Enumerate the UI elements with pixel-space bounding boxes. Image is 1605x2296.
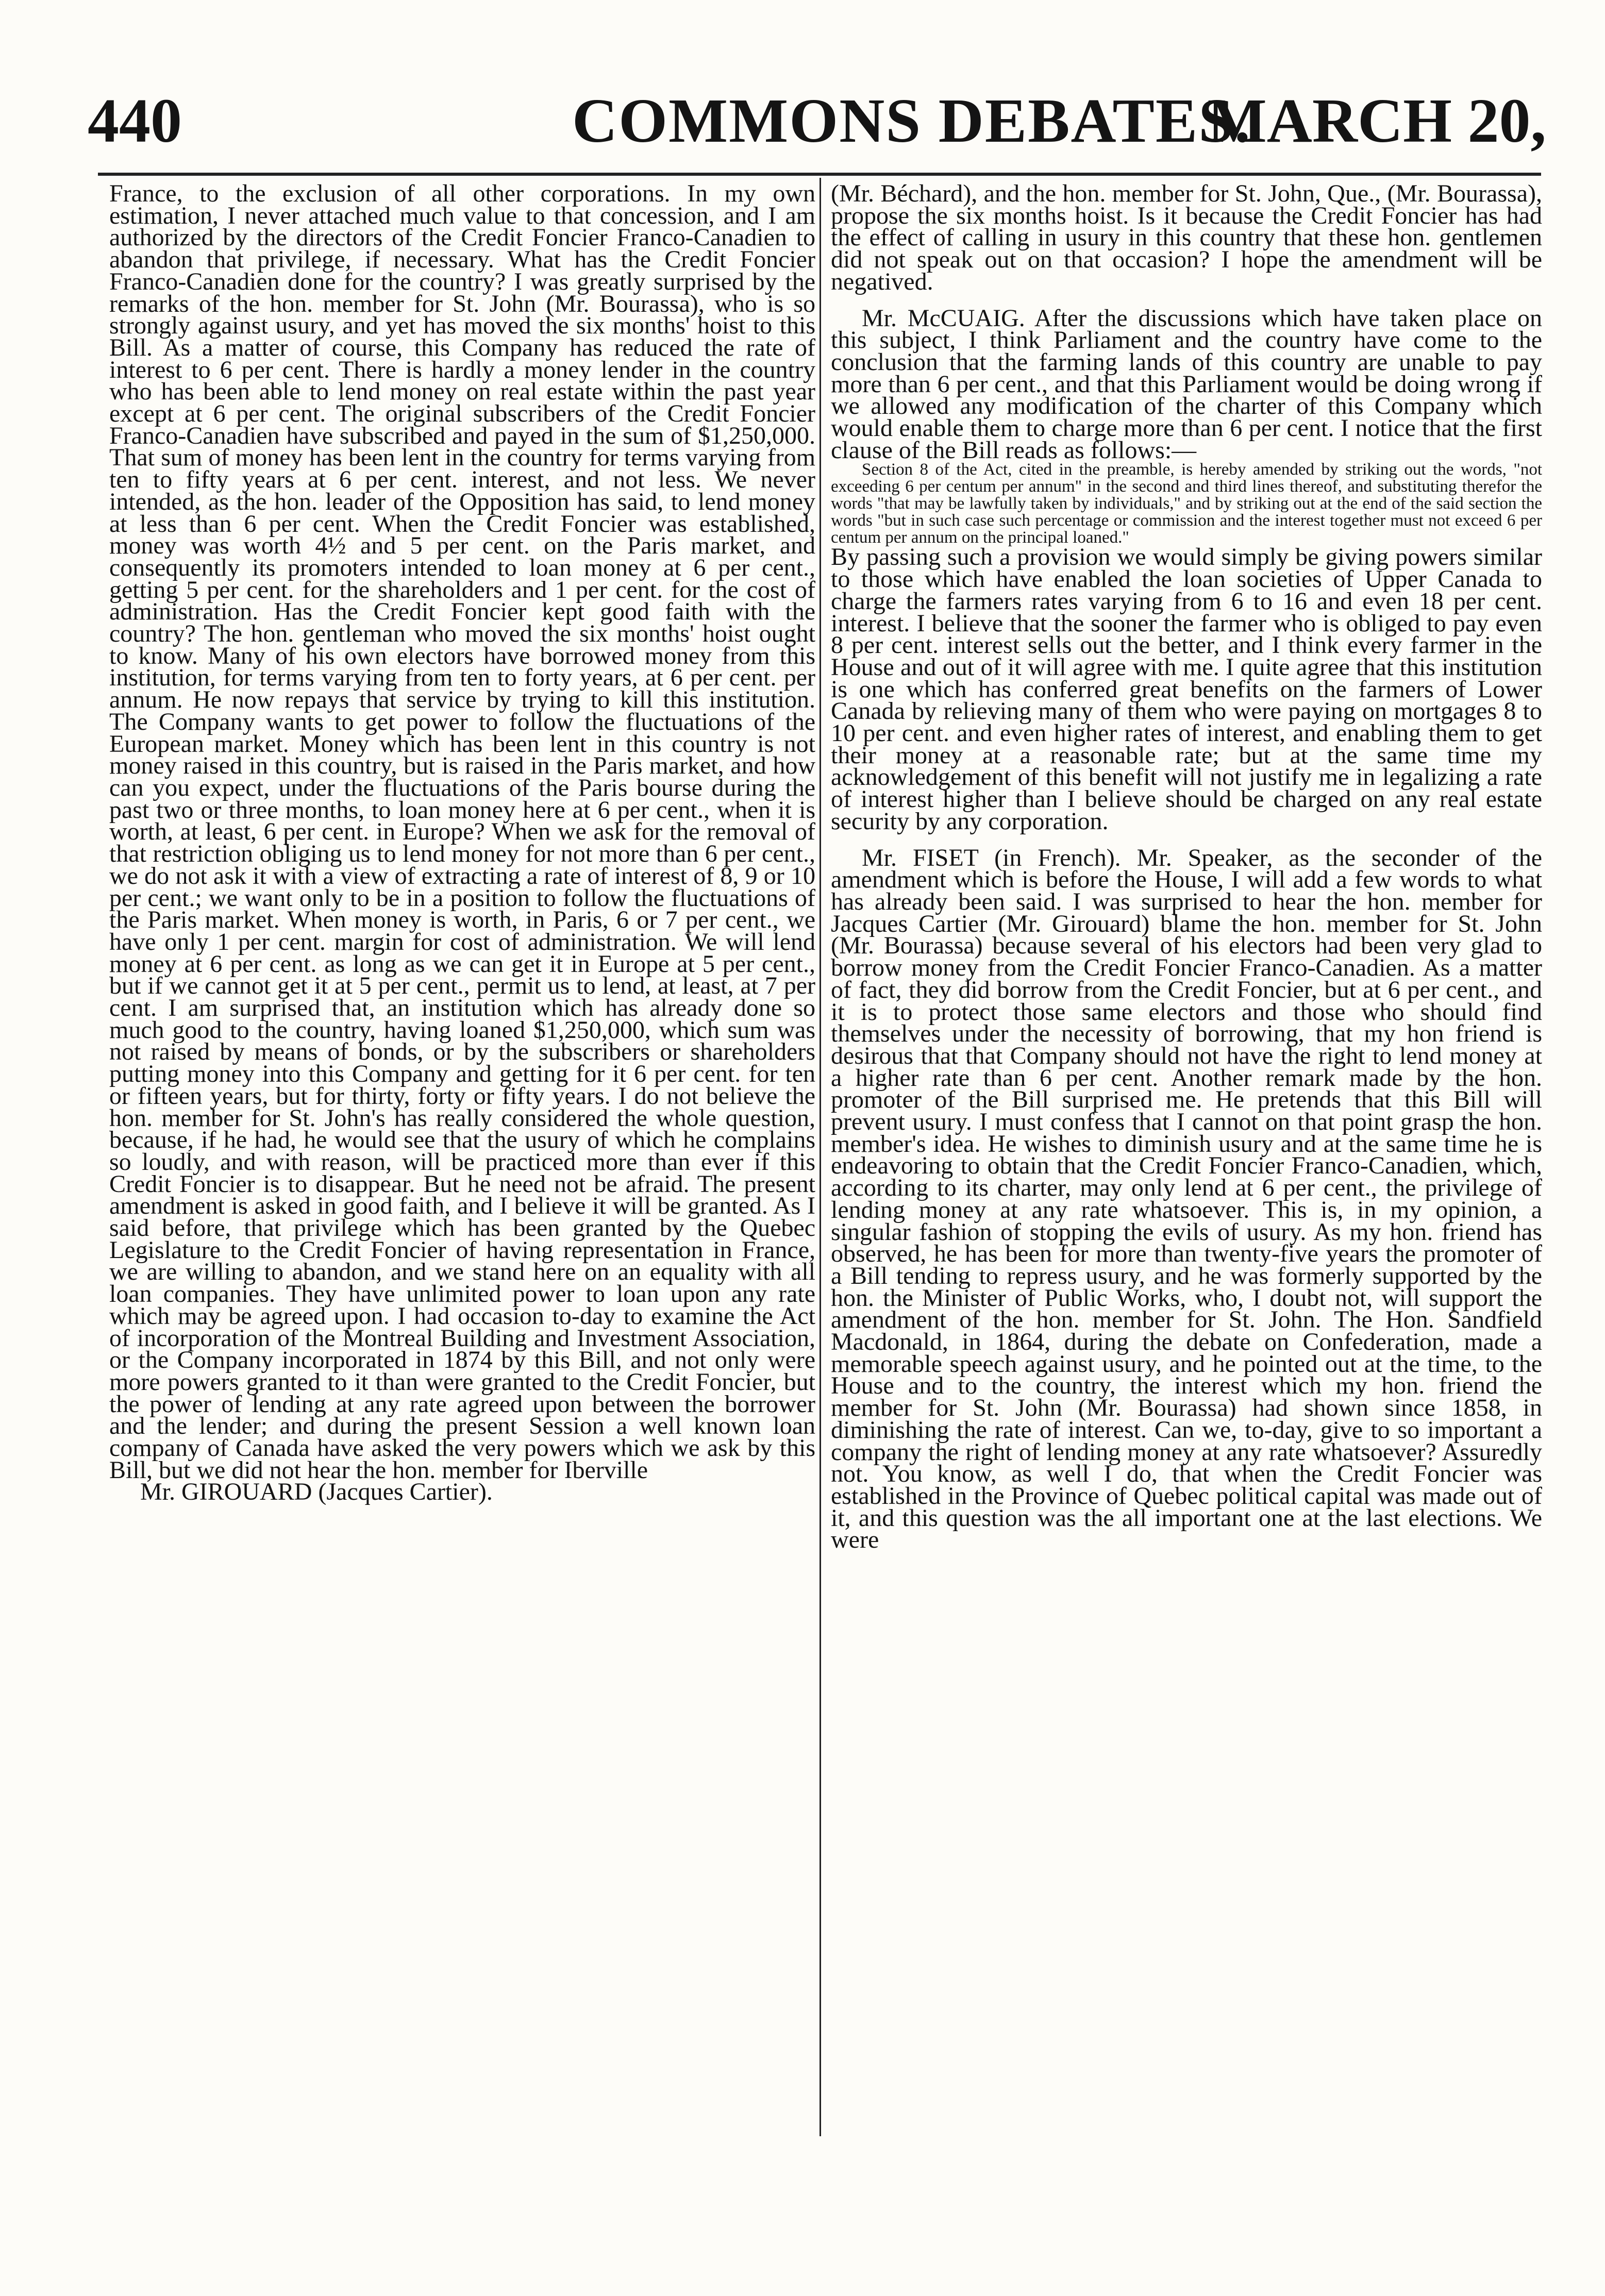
header-rule (98, 173, 1541, 176)
column-divider (820, 178, 821, 2136)
page-date: MARCH 20, (1207, 86, 1546, 156)
page-header (77, 77, 1546, 165)
right-column (831, 183, 1542, 2183)
speaker-fiset: Mr. FISET (in French). (862, 844, 1121, 872)
page-title: COMMONS DEBATES. (572, 86, 1251, 156)
speech-fiset-text: Mr. Speaker, as the seconder of the amendment which is before the House, I will add a few words to what has already been said. I was surprised to hear the hon. member for Jacques Cartier (Mr. Girouard) blame the hon. member for St. John (Mr. Bourassa) because several of his electors had been very glad to borrow money from the Credit Foncier Franco-Canadien. As a matter of fact, they did borrow from the Credit Foncier, but at 6 per cent., and it is to protect those same electors and those who should find themselves under the necessity of borrowing, that my hon friend is desirous that that Company should not have the right to lend money at a higher rate than 6 per cent. Another remark made by the hon. promoter of the Bill surprised me. He pretends that this Bill will prevent usury. I must confess that I cannot on that point grasp the hon. member's idea. He wishes to diminish usury and at the same time he is endeavoring to obtain that the Credit Foncier Franco-Canadien, which, according to its charter, may only lend at 6 per cent., the privilege of lending money at any rate whatsoever. This is, in my opinion, a singular fashion of stopping the evils of usury. As my hon. friend has observed, he has been for more than twenty-five years the promoter of a Bill tending to repress usury, and he was formerly supported by the hon. the Minister of Public Works, who, I doubt not, will support the amendment of the hon. member for St. John. The Hon. Sandfield Macdonald, in 1864, during the debate on Confederation, made a memorable speech against usury, and he pointed out at the time, to the House and to the country, the interest which my hon. friend the member for St. John (Mr. Bourassa) had shown since 1858, in diminishing the rate of interest. Can we, to-day, give to so important a company the right of lending money at any rate whatsoever? Assuredly not. You know, as well I do, that when the Credit Foncier was established in the Province of Quebec political capital was made out of it, and this question was the all important one at the last elections. We were (831, 844, 1542, 1554)
speaker-mccuaig: Mr. McCUAIG. (862, 304, 1025, 332)
speech-mccuaig-text: After the discussions which have taken place on this subject, I think Parliament and the country have come to the conclusion that the farming lands of this country are unable to pay more than 6 per cent., and that this Parliament would be doing wrong if we allowed any modification of the charter of this Company which would enable them to charge more than 6 per cent. I notice that the first clause of the Bill reads as follows:— (831, 304, 1542, 464)
left-column (109, 183, 815, 2193)
page-number: 440 (88, 86, 182, 156)
speaker-line-girouard: Mr. GIROUARD (Jacques Cartier). (140, 1478, 493, 1506)
left-paragraph: France, to the exclusion of all other corporations. In my own estimation, I never attached much value to that concession, and I am authorized by the directors of the Credit Foncier Franco-Canadien to abandon that privilege, if necessary. What has the Credit Foncier Franco-Canadien done for the country? I was greatly surprised by the remarks of the hon. member for St. John (Mr. Bourassa), who is so strongly against usury, and yet has moved the six months' hoist to this Bill. As a matter of course, this Company has reduced the rate of interest to 6 per cent. There is hardly a money lender in the country who has been able to lend money on real estate within the past year except at 6 per cent. The original subscribers of the Credit Foncier Franco-Canadien have subscribed and payed in the sum of $1,250,000. That sum of money has been lent in the country for terms varying from ten to fifty years at 6 per cent. interest, and not less. We never intended, as the hon. leader of the Opposition has said, to lend money at less than 6 per cent. When the Credit Foncier was established, money was worth 4½ and 5 per cent. on the Paris market, and consequently its promoters intended to loan money at 6 per cent., getting 5 per cent. for the shareholders and 1 per cent. for the cost of administration. Has the Credit Foncier kept good faith with the country? The hon. gentleman who moved the six months' hoist ought to know. Many of his own electors have borrowed money from this institution, for terms varying from ten to forty years, at 6 per cent. per annum. He now repays that service by trying to kill this institution. The Company wants to get power to follow the fluctuations of the European market. Money which has been lent in this country is not money raised in this country, but is raised in the Paris market, and how can you expect, under the fluctuations of the Paris bourse during the past two or three months, to loan money here at 6 per cent., when it is worth, at least, 6 per cent. in Europe? When we ask for the removal of that restriction obliging us to lend money for not more than 6 per cent., we do not ask it with a view of extracting a rate of interest of 8, 9 or 10 per cent.; we want only to be in a position to follow the fluctuations of the Paris market. When money is worth, in Paris, 6 or 7 per cent., we have only 1 per cent. margin for cost of administration. We will lend money at 6 per cent. as long as we can get it in Europe at 5 per cent., but if we cannot get it at 5 per cent., permit us to lend, at least, at 7 per cent. I am surprised that, an institution which has already done so much good to the country, having loaned $1,250,000, which sum was not raised by means of bonds, or by the subscribers or shareholders putting money into this Company and getting for it 6 per cent. for ten or fifteen years, but for thirty, forty or fifty years. I do not believe the hon. member for St. John's has really considered the whole question, because, if he had, he would see that the usury of which he complains so loudly, and with reason, will be practiced more than ever if this Credit Foncier is to disappear. But he need not be afraid. The present amendment is asked in good faith, and I believe it will be granted. As I said before, that privilege which has been granted by the Quebec Legislature to the Credit Foncier of having representation in France, we are willing to abandon, and we stand here on an equality with all loan companies. They have unlimited power to loan upon any rate which may be agreed upon. I had occasion to-day to examine the Act of incorporation of the Montreal Building and Investment Association, or the Company incorporated in 1874 by this Bill, and not only were more powers granted to it than were granted to the Credit Foncier, but the power of lending at any rate agreed upon between the borrower and the lender; and during the present Session a well known loan company of Canada have asked the very powers which we ask by this Bill, but we did not hear the hon. member for Iberville (109, 183, 815, 1484)
speech-fiset (831, 844, 1542, 1554)
bill-clause-quote: Section 8 of the Act, cited in the preamble, is hereby amended by striking out the words, "not exceeding 6 per centum per annum" in the second and third lines thereof, and substituting therefor the words "that may be lawfully taken by individuals," and by striking out at the end of the said section the words "but in such case such percentage or commission and the interest together must not exceed 6 per centum per annum on the principal loaned." (831, 460, 1542, 547)
right-paragraph-continued: (Mr. Béchard), and the hon. member for St. John, Que., (Mr. Bourassa), propose the six months hoist. Is it because the Credit Foncier has had the effect of calling in usury in this country that these hon. gentlemen did not speak out on that occasion? I hope the amendment will be negatived. (831, 183, 1542, 295)
right-paragraph-2: By passing such a provision we would simply be giving powers similar to those which have enabled the loan societies of Upper Canada to charge the farmers rates varying from 6 to 16 and even 18 per cent. interest. I believe that the sooner the farmer who is obliged to pay even 8 per cent. interest sells out the better, and I think every farmer in the House and out of it will agree with me. I quite agree that this institution is one which has conferred great benefits on the farmers of Lower Canada by relieving many of them who were paying on mortgages 8 to 10 per cent. and even higher rates of interest, and enabling them to get their money at a reasonable rate; but at the same time my acknowledgement of this benefit will not justify me in legalizing a rate of interest higher than I believe should be charged on any real estate security by any corporation. (831, 543, 1542, 835)
speech-mccuaig (831, 304, 1542, 464)
